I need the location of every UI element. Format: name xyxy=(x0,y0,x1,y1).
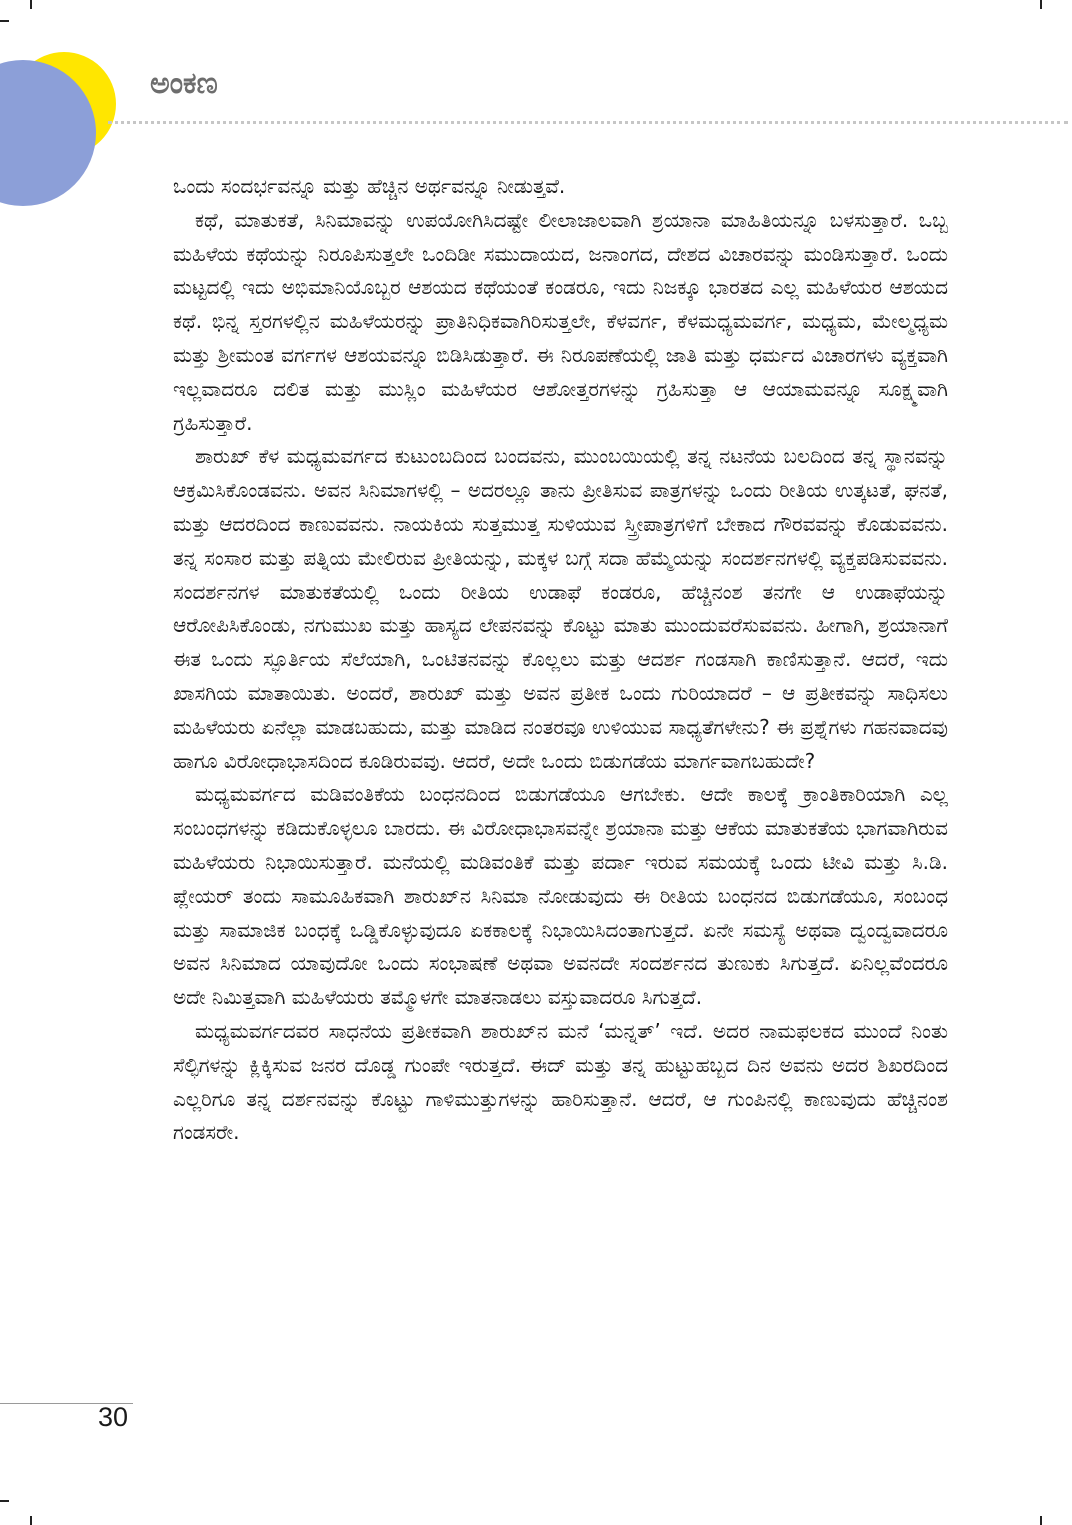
paragraph: ಮಧ್ಯಮವರ್ಗದ ಮಡಿವಂತಿಕೆಯ ಬಂಧನದಿಂದ ಬಿಡುಗಡೆಯೂ ಆಗಬೇಕು. ಆದೇ ಕಾಲಕ್ಕೆ ಕ್ರಾಂತಿಕಾರಿಯಾಗಿ ಎಲ್ಲ ಸಂಬಂಧಗಳನ್ನು ಕಡಿದುಕೊಳ್ಳಲೂ ಬಾರದು. ಈ ವಿರೋಧಾಭಾಸವನ್ನೇ ಶ್ರಯಾನಾ ಮತ್ತು ಆಕೆಯ ಮಾತುಕತೆಯ ಭಾಗವಾಗಿರುವ ಮಹಿಳೆಯರು ನಿಭಾಯಿಸುತ್ತಾರೆ. ಮನೆಯಲ್ಲಿ ಮಡಿವಂತಿಕೆ ಮತ್ತು ಪರ್ದಾ ಇರುವ ಸಮಯಕ್ಕೆ ಒಂದು ಟೀವಿ ಮತ್ತು ಸಿ.ಡಿ. ಪ್ಲೇಯರ್ ತಂದು ಸಾಮೂಹಿಕವಾಗಿ ಶಾರುಖ್‌ನ ಸಿನಿಮಾ ನೋಡುವುದು ಈ ರೀತಿಯ ಬಂಧನದ ಬಿಡುಗಡೆಯೂ, ಸಂಬಂಧ ಮತ್ತು ಸಾಮಾಜಿಕ ಬಂಧಕ್ಕೆ ಒಡ್ಡಿಕೊಳ್ಳುವುದೂ ಏಕಕಾಲಕ್ಕೆ ನಿಭಾಯಿಸಿದಂತಾಗುತ್ತದೆ. ಏನೇ ಸಮಸ್ಯೆ ಅಥವಾ ದ್ವಂದ್ವವಾದರೂ ಅವನ ಸಿನಿಮಾದ ಯಾವುದೋ ಒಂದು ಸಂಭಾಷಣೆ ಅಥವಾ ಅವನದೇ ಸಂದರ್ಶನದ ತುಣುಕು ಸಿಗುತ್ತದೆ. ಏನಿಲ್ಲವೆಂದರೂ ಅದೇ ನಿಮಿತ್ತವಾಗಿ ಮಹಿಳೆಯರು ತಮ್ಮೊಳಗೇ ಮಾತನಾಡಲು ವಸ್ತುವಾದರೂ ಸಿಗುತ್ತದೆ. xyxy=(173,782,948,1010)
crop-mark-bottom-left xyxy=(30,1516,32,1525)
paragraph: ಶಾರುಖ್ ಕೆಳ ಮಧ್ಯಮವರ್ಗದ ಕುಟುಂಬದಿಂದ ಬಂದವನು, ಮುಂಬಯಿಯಲ್ಲಿ ತನ್ನ ನಟನೆಯ ಬಲದಿಂದ ತನ್ನ ಸ್ಥಾನವನ್ನು ಆಕ್ರಮಿಸಿಕೊಂಡವನು. ಅವನ ಸಿನಿಮಾಗಳಲ್ಲಿ – ಅದರಲ್ಲೂ ತಾನು ಪ್ರೀತಿಸುವ ಪಾತ್ರಗಳನ್ನು ಒಂದು ರೀತಿಯ ಉತ್ಕಟತೆ, ಘನತೆ, ಮತ್ತು ಆದರದಿಂದ ಕಾಣುವವನು. ನಾಯಕಿಯ ಸುತ್ತಮುತ್ತ ಸುಳಿಯುವ ಸ್ತ್ರೀಪಾತ್ರಗಳಿಗೆ ಬೇಕಾದ ಗೌರವವನ್ನು ಕೊಡುವವನು. ತನ್ನ ಸಂಸಾರ ಮತ್ತು ಪತ್ನಿಯ ಮೇಲಿರುವ ಪ್ರೀತಿಯನ್ನು, ಮಕ್ಕಳ ಬಗ್ಗೆ ಸದಾ ಹೆಮ್ಮೆಯನ್ನು ಸಂದರ್ಶನಗಳಲ್ಲಿ ವ್ಯಕ್ತಪಡಿಸುವವನು. ಸಂದರ್ಶನಗಳ ಮಾತುಕತೆಯಲ್ಲಿ ಒಂದು ರೀತಿಯ ಉಡಾಫೆ ಕಂಡರೂ, ಹೆಚ್ಚಿನಂಶ ತನಗೇ ಆ ಉಡಾಫೆಯನ್ನು ಆರೋಪಿಸಿಕೊಂಡು, ನಗುಮುಖ ಮತ್ತು ಹಾಸ್ಯದ ಲೇಪನವನ್ನು ಕೊಟ್ಟು ಮಾತು ಮುಂದುವರೆಸುವವನು. ಹೀಗಾಗಿ, ಶ್ರಯಾನಾಗೆ ಈತ ಒಂದು ಸ್ಫೂರ್ತಿಯ ಸೆಲೆಯಾಗಿ, ಒಂಟಿತನವನ್ನು ಕೊಲ್ಲಲು ಮತ್ತು ಆದರ್ಶ ಗಂಡಸಾಗಿ ಕಾಣಿಸುತ್ತಾನೆ. ಆದರೆ, ಇದು ಖಾಸಗಿಯ ಮಾತಾಯಿತು. ಅಂದರೆ, ಶಾರುಖ್ ಮತ್ತು ಅವನ ಪ್ರತೀಕ ಒಂದು ಗುರಿಯಾದರೆ – ಆ ಪ್ರತೀಕವನ್ನು ಸಾಧಿಸಲು ಮಹಿಳೆಯರು ಏನೆಲ್ಲಾ ಮಾಡಬಹುದು, ಮತ್ತು ಮಾಡಿದ ನಂತರವೂ ಉಳಿಯುವ ಸಾಧ್ಯತೆಗಳೇನು? ಈ ಪ್ರಶ್ನೆಗಳು ಗಹನವಾದವು ಹಾಗೂ ವಿರೋಧಾಭಾಸದಿಂದ ಕೂಡಿರುವವು. ಆದರೆ, ಅದೇ ಒಂದು ಬಿಡುಗಡೆಯ ಮಾರ್ಗವಾಗಬಹುದೇ? xyxy=(173,444,948,773)
crop-mark-top-right xyxy=(1040,0,1042,9)
crop-mark-bottom-left-side xyxy=(0,1500,9,1502)
paragraph: ಒಂದು ಸಂದರ್ಭವನ್ನೂ ಮತ್ತು ಹೆಚ್ಚಿನ ಅರ್ಥವನ್ನೂ ನೀಡುತ್ತವೆ. xyxy=(173,174,566,198)
page-number: 30 xyxy=(98,1402,129,1432)
header-dotted-divider xyxy=(108,121,1068,124)
article-body xyxy=(173,170,948,1150)
crop-mark-top-left-side xyxy=(0,20,9,22)
crop-mark-bottom-right xyxy=(1040,1516,1042,1525)
paragraph: ಮಧ್ಯಮವರ್ಗದವರ ಸಾಧನೆಯ ಪ್ರತೀಕವಾಗಿ ಶಾರುಖ್‌ನ ಮನೆ ‘ಮನ್ನತ್’ ಇದೆ. ಅದರ ನಾಮಫಲಕದ ಮುಂದೆ ನಿಂತು ಸೆಲ್ಫಿಗಳನ್ನು ಕ್ಲಿಕ್ಕಿಸುವ ಜನರ ದೊಡ್ಡ ಗುಂಪೇ ಇರುತ್ತದೆ. ಈದ್ ಮತ್ತು ತನ್ನ ಹುಟ್ಟುಹಬ್ಬದ ದಿನ ಅವನು ಅದರ ಶಿಖರದಿಂದ ಎಲ್ಲರಿಗೂ ತನ್ನ ದರ್ಶನವನ್ನು ಕೊಟ್ಟು ಗಾಳಿಮುತ್ತುಗಳನ್ನು ಹಾರಿಸುತ್ತಾನೆ. ಆದರೆ, ಆ ಗುಂಪಿನಲ್ಲಿ ಕಾಣುವುದು ಹೆಚ್ಚಿನಂಶ ಗಂಡಸರೇ. xyxy=(173,1018,948,1145)
section-title: ಅಂಕಣ xyxy=(150,66,218,101)
paragraph: ಕಥೆ, ಮಾತುಕತೆ, ಸಿನಿಮಾವನ್ನು ಉಪಯೋಗಿಸಿದಷ್ಟೇ ಲೀಲಾಜಾಲವಾಗಿ ಶ್ರಯಾನಾ ಮಾಹಿತಿಯನ್ನೂ ಬಳಸುತ್ತಾರೆ. ಒಬ್ಬ ಮಹಿಳೆಯ ಕಥೆಯನ್ನು ನಿರೂಪಿಸುತ್ತಲೇ ಒಂದಿಡೀ ಸಮುದಾಯದ, ಜನಾಂಗದ, ದೇಶದ ವಿಚಾರವನ್ನು ಮಂಡಿಸುತ್ತಾರೆ. ಒಂದು ಮಟ್ಟದಲ್ಲಿ ಇದು ಅಭಿಮಾನಿಯೊಬ್ಬರ ಆಶಯದ ಕಥೆಯಂತೆ ಕಂಡರೂ, ಇದು ನಿಜಕ್ಕೂ ಭಾರತದ ಎಲ್ಲ ಮಹಿಳೆಯರ ಆಶಯದ ಕಥೆ. ಭಿನ್ನ ಸ್ತರಗಳಲ್ಲಿನ ಮಹಿಳೆಯರನ್ನು ಪ್ರಾತಿನಿಧಿಕವಾಗಿರಿಸುತ್ತಲೇ, ಕೆಳವರ್ಗ, ಕೆಳಮಧ್ಯಮವರ್ಗ, ಮಧ್ಯಮ, ಮೇಲ್ಮಧ್ಯಮ ಮತ್ತು ಶ್ರೀಮಂತ ವರ್ಗಗಳ ಆಶಯವನ್ನೂ ಬಿಡಿಸಿಡುತ್ತಾರೆ. ಈ ನಿರೂಪಣೆಯಲ್ಲಿ ಜಾತಿ ಮತ್ತು ಧರ್ಮದ ವಿಚಾರಗಳು ವ್ಯಕ್ತವಾಗಿ ಇಲ್ಲವಾದರೂ ದಲಿತ ಮತ್ತು ಮುಸ್ಲಿಂ ಮಹಿಳೆಯರ ಆಶೋತ್ತರಗಳನ್ನು ಗ್ರಹಿಸುತ್ತಾ ಆ ಆಯಾಮವನ್ನೂ ಸೂಕ್ಷ್ಮವಾಗಿ ಗ್ರಹಿಸುತ್ತಾರೆ. xyxy=(173,207,948,435)
crop-mark-top-left xyxy=(30,0,32,9)
